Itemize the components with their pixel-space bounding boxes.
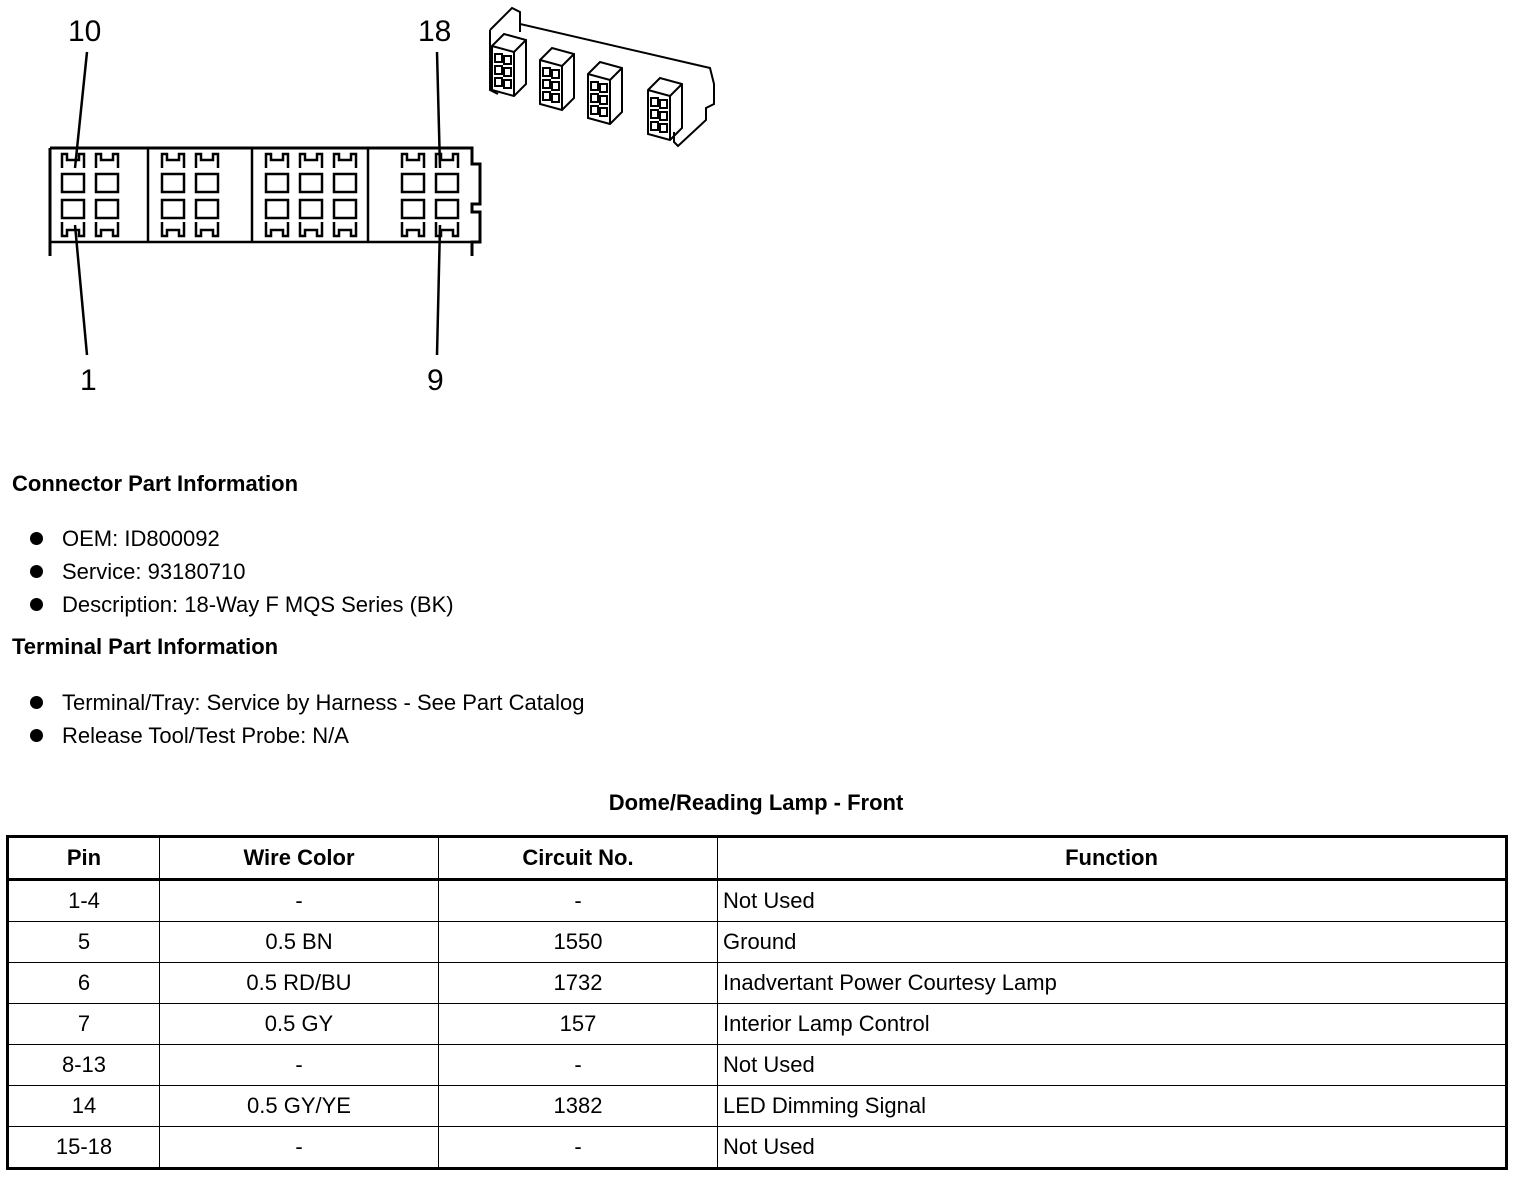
isometric-pin-cavity bbox=[504, 80, 511, 88]
wire-color-cell: - bbox=[160, 1127, 439, 1169]
circuit-cell: - bbox=[439, 1127, 718, 1169]
table-row bbox=[8, 1045, 1507, 1086]
pin-cell: 7 bbox=[8, 1004, 160, 1045]
isometric-pin-cavity bbox=[543, 68, 550, 76]
isometric-pin-cavity bbox=[591, 94, 598, 102]
pin-label-10: 10 bbox=[68, 15, 102, 48]
pin-cell: 5 bbox=[8, 922, 160, 963]
pin-cavity bbox=[300, 174, 322, 192]
pin-label-18: 18 bbox=[418, 15, 452, 48]
isometric-pin-cavity bbox=[552, 82, 559, 90]
terminal-latch bbox=[300, 154, 322, 168]
pin-cell: 15-18 bbox=[8, 1127, 160, 1169]
pin-cell: 1-4 bbox=[8, 880, 160, 922]
table-row bbox=[8, 1127, 1507, 1169]
terminal-part-info-heading: Terminal Part Information bbox=[12, 634, 279, 659]
function-cell: LED Dimming Signal bbox=[718, 1086, 1507, 1127]
list-item bbox=[30, 588, 454, 621]
function-cell: Not Used bbox=[718, 1045, 1507, 1086]
bullet-icon bbox=[30, 729, 43, 742]
pin-cavity bbox=[436, 174, 458, 192]
function-cell: Not Used bbox=[718, 1127, 1507, 1169]
isometric-pin-cavity bbox=[495, 66, 502, 74]
list-item bbox=[30, 522, 454, 555]
pin-cavity bbox=[402, 200, 424, 218]
terminal-latch bbox=[96, 222, 118, 236]
bullet-icon bbox=[30, 598, 43, 611]
function-cell: Ground bbox=[718, 922, 1507, 963]
wire-color-cell: - bbox=[160, 880, 439, 922]
terminal-latch bbox=[196, 154, 218, 168]
connector-face-view bbox=[50, 148, 480, 256]
isometric-pin-cavity bbox=[651, 98, 658, 106]
list-item bbox=[30, 719, 585, 752]
terminal-latch bbox=[402, 222, 424, 236]
list-item bbox=[30, 555, 454, 588]
pin-cavity bbox=[62, 174, 84, 192]
pin-label-1: 1 bbox=[80, 364, 97, 397]
pin-cell: 8-13 bbox=[8, 1045, 160, 1086]
circuit-cell: 1382 bbox=[439, 1086, 718, 1127]
pin-cell: 6 bbox=[8, 963, 160, 1004]
isometric-pin-cavity bbox=[651, 110, 658, 118]
isometric-pin-cavity bbox=[591, 106, 598, 114]
pin-cavity bbox=[196, 200, 218, 218]
description-info: Description: 18-Way F MQS Series (BK) bbox=[62, 592, 454, 617]
header-circuit-no: Circuit No. bbox=[439, 837, 718, 880]
isometric-pin-cavity bbox=[660, 124, 667, 132]
pin-cavity bbox=[266, 174, 288, 192]
circuit-cell: 1550 bbox=[439, 922, 718, 963]
pin-cavity bbox=[334, 174, 356, 192]
terminal-latch bbox=[334, 154, 356, 168]
isometric-pin-cavity bbox=[543, 92, 550, 100]
table-row bbox=[8, 1086, 1507, 1127]
circuit-cell: 157 bbox=[439, 1004, 718, 1045]
table-row bbox=[8, 922, 1507, 963]
isometric-pin-cavity bbox=[543, 80, 550, 88]
terminal-latch bbox=[62, 154, 84, 168]
connector-isometric-view bbox=[490, 8, 714, 146]
circuit-cell: - bbox=[439, 880, 718, 922]
pin-cavity bbox=[334, 200, 356, 218]
terminal-latch bbox=[402, 154, 424, 168]
wire-color-cell: 0.5 BN bbox=[160, 922, 439, 963]
pin-cavity bbox=[436, 200, 458, 218]
pin-cavity bbox=[266, 200, 288, 218]
isometric-pin-cavity bbox=[495, 78, 502, 86]
terminal-latch bbox=[62, 222, 84, 236]
pin-cavity bbox=[402, 174, 424, 192]
list-item bbox=[30, 686, 585, 719]
connector-part-info-heading: Connector Part Information bbox=[12, 471, 299, 496]
release-tool-info: Release Tool/Test Probe: N/A bbox=[62, 723, 349, 748]
terminal-latch bbox=[266, 154, 288, 168]
header-pin: Pin bbox=[8, 837, 160, 880]
pin-cell: 14 bbox=[8, 1086, 160, 1127]
isometric-pin-cavity bbox=[600, 108, 607, 116]
wire-color-cell: 0.5 GY bbox=[160, 1004, 439, 1045]
isometric-pin-cavity bbox=[651, 122, 658, 130]
isometric-pin-cavity bbox=[600, 96, 607, 104]
pinout-table bbox=[6, 835, 1508, 1170]
function-cell: Not Used bbox=[718, 880, 1507, 922]
function-cell: Interior Lamp Control bbox=[718, 1004, 1507, 1045]
terminal-latch bbox=[162, 222, 184, 236]
isometric-pin-cavity bbox=[504, 56, 511, 64]
oem-info: OEM: ID800092 bbox=[62, 526, 220, 551]
terminal-latch bbox=[266, 222, 288, 236]
wire-color-cell: - bbox=[160, 1045, 439, 1086]
terminal-latch bbox=[300, 222, 322, 236]
pin-label-9: 9 bbox=[427, 364, 444, 397]
terminal-tray-info: Terminal/Tray: Service by Harness - See Part Catalog bbox=[62, 690, 585, 715]
connector-diagram bbox=[0, 0, 760, 410]
connector-part-info-list bbox=[30, 522, 454, 621]
pin-cavity bbox=[300, 200, 322, 218]
isometric-pin-cavity bbox=[600, 84, 607, 92]
terminal-latch bbox=[334, 222, 356, 236]
service-info: Service: 93180710 bbox=[62, 559, 246, 584]
terminal-part-info-list bbox=[30, 686, 585, 752]
function-cell: Inadvertant Power Courtesy Lamp bbox=[718, 963, 1507, 1004]
pin-cavity bbox=[96, 200, 118, 218]
isometric-pin-cavity bbox=[660, 112, 667, 120]
header-wire-color: Wire Color bbox=[160, 837, 439, 880]
wire-color-cell: 0.5 GY/YE bbox=[160, 1086, 439, 1127]
pin-leader-lines bbox=[75, 52, 440, 355]
table-row bbox=[8, 963, 1507, 1004]
circuit-cell: - bbox=[439, 1045, 718, 1086]
bullet-icon bbox=[30, 696, 43, 709]
table-row bbox=[8, 1004, 1507, 1045]
pin-cavity bbox=[162, 200, 184, 218]
bullet-icon bbox=[30, 532, 43, 545]
isometric-pin-cavity bbox=[660, 100, 667, 108]
header-function: Function bbox=[718, 837, 1507, 880]
isometric-pin-cavity bbox=[552, 70, 559, 78]
pin-cavity bbox=[196, 174, 218, 192]
table-header-row bbox=[8, 837, 1507, 880]
pin-cavity bbox=[162, 174, 184, 192]
table-row bbox=[8, 880, 1507, 922]
isometric-pin-cavity bbox=[552, 94, 559, 102]
terminal-latch bbox=[162, 154, 184, 168]
isometric-pin-cavity bbox=[495, 54, 502, 62]
terminal-latch bbox=[196, 222, 218, 236]
isometric-pin-cavity bbox=[591, 82, 598, 90]
pin-cavity bbox=[62, 200, 84, 218]
terminal-latch bbox=[96, 154, 118, 168]
isometric-pin-cavity bbox=[504, 68, 511, 76]
wire-color-cell: 0.5 RD/BU bbox=[160, 963, 439, 1004]
table-title: Dome/Reading Lamp - Front bbox=[608, 790, 904, 815]
pin-cavity bbox=[96, 174, 118, 192]
circuit-cell: 1732 bbox=[439, 963, 718, 1004]
bullet-icon bbox=[30, 565, 43, 578]
